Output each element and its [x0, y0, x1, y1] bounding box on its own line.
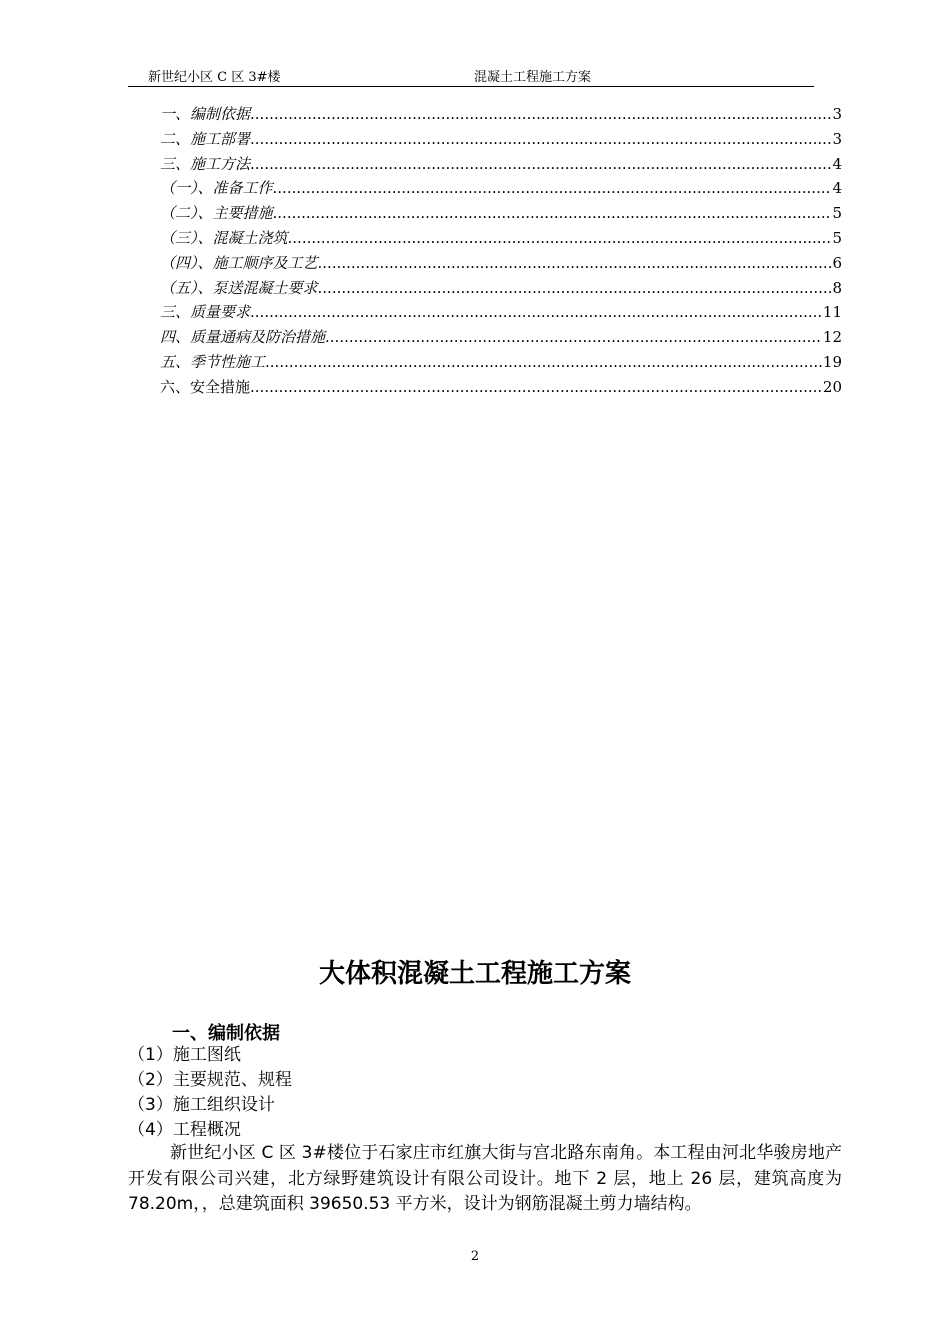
toc-leader-dots	[318, 276, 832, 301]
toc-entry[interactable]	[160, 300, 842, 325]
toc-entry-page: 3	[832, 105, 842, 123]
toc-entry-label: （一）、准备工作	[160, 179, 273, 198]
toc-entry[interactable]	[160, 276, 842, 301]
page-number: 2	[470, 1249, 480, 1264]
list-item: （4）工程概况	[128, 1120, 241, 1140]
toc-entry-page: 11	[822, 303, 842, 322]
toc-entry[interactable]	[160, 375, 842, 400]
toc-entry-page: 6	[832, 253, 842, 272]
list-item: （2）主要规范、规程	[128, 1070, 292, 1090]
toc-leader-dots	[325, 325, 822, 350]
document-title: 大体积混凝土工程施工方案	[318, 959, 631, 989]
toc-entry-label: 六、安全措施	[160, 377, 251, 396]
toc-entry-page: 5	[832, 228, 842, 247]
toc-entry-page: 4	[832, 154, 842, 173]
list-item: （3）施工组织设计	[128, 1095, 275, 1115]
table-of-contents	[160, 102, 842, 400]
toc-entry[interactable]	[160, 152, 842, 177]
toc-entry-page: 8	[832, 278, 842, 297]
toc-entry-page: 4	[832, 179, 842, 198]
toc-entry-label: 三、施工方法	[160, 154, 251, 173]
toc-entry-label: 一、编制依据	[160, 105, 251, 123]
toc-leader-dots	[250, 152, 831, 177]
toc-entry[interactable]	[160, 102, 842, 127]
toc-entry-label: （三）、混凝土浇筑	[160, 228, 288, 247]
toc-entry-label: （二）、主要措施	[160, 204, 273, 223]
toc-leader-dots	[318, 251, 832, 276]
toc-entry-label: 三、质量要求	[160, 303, 251, 322]
toc-entry-label: （五）、泵送混凝土要求	[160, 278, 318, 297]
toc-entry-label: 四、质量通病及防治措施	[160, 328, 326, 347]
header-document-name: 混凝土工程施工方案	[474, 70, 592, 85]
toc-entry[interactable]	[160, 325, 842, 350]
toc-entry-page: 19	[822, 352, 842, 371]
toc-entry[interactable]	[160, 350, 842, 375]
toc-entry[interactable]	[160, 226, 842, 251]
toc-leader-dots	[265, 350, 822, 375]
section-heading: 一、编制依据	[172, 1023, 280, 1044]
toc-entry-label: 五、季节性施工	[160, 352, 266, 371]
toc-entry[interactable]	[160, 251, 842, 276]
toc-leader-dots	[250, 375, 822, 400]
toc-entry-label: 二、施工部署	[160, 129, 251, 148]
toc-leader-dots	[250, 127, 831, 152]
project-overview-paragraph: 新世纪小区 C 区 3#楼位于石家庄市红旗大街与宫北路东南角。本工程由河北华骏房地产开发有限公司兴建，北方绿野建筑设计有限公司设计。地下 2 层，地上 26 层，建筑高度为 78.20m，，总建筑面积 39650.53 平方米，设计为钢筋混凝土剪力墙结构。	[128, 1143, 842, 1214]
toc-leader-dots	[288, 226, 832, 251]
toc-entry-page: 12	[822, 328, 842, 347]
toc-entry-page: 5	[832, 204, 842, 223]
toc-entry[interactable]	[160, 201, 842, 226]
list-item: （1）施工图纸	[128, 1045, 241, 1065]
toc-entry-label: （四）、施工顺序及工艺	[160, 253, 318, 272]
toc-leader-dots	[273, 176, 832, 201]
toc-entry-page: 3	[832, 129, 842, 148]
toc-entry[interactable]	[160, 127, 842, 152]
toc-entry[interactable]	[160, 176, 842, 201]
page-header	[128, 62, 814, 87]
toc-leader-dots	[250, 300, 822, 325]
header-project-name: 新世纪小区 C 区 3#楼	[148, 70, 281, 85]
toc-entry-page: 20	[822, 377, 842, 396]
toc-leader-dots	[250, 102, 831, 127]
toc-leader-dots	[273, 201, 832, 226]
basis-list	[128, 1043, 292, 1143]
